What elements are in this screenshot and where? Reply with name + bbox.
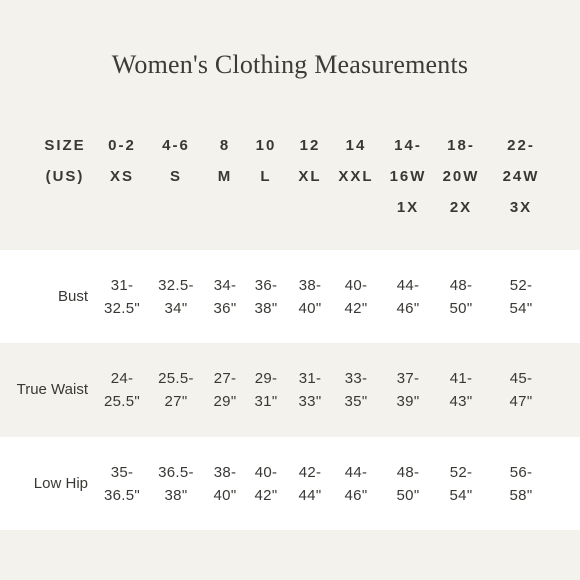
measurement-line: 24- (110, 370, 134, 387)
measurement-line: 41- (449, 370, 473, 387)
size-column-header (150, 130, 202, 192)
measurement-line: 45- (509, 370, 533, 387)
measurement-line: 54" (509, 300, 533, 317)
measurement-line: 48- (396, 464, 420, 481)
size-column-line: 18- (447, 137, 475, 154)
size-column-line: 12 (299, 137, 321, 154)
row-label: True Waist (16, 381, 88, 398)
measurement-line: 31- (110, 277, 134, 294)
row-true-waist (0, 343, 580, 436)
size-column-line: S (169, 168, 182, 185)
measurement-cell (150, 461, 202, 507)
measurement-cell (495, 461, 547, 507)
measurement-cell (435, 274, 487, 320)
measurement-cell (435, 461, 487, 507)
measurement-line: 50" (396, 487, 420, 504)
measurement-cell (382, 461, 434, 507)
measurement-cell (96, 367, 148, 413)
measurement-cell (96, 461, 148, 507)
size-column-line: 4-6 (162, 137, 190, 154)
measurement-cell (382, 367, 434, 413)
measurement-line: 38" (164, 487, 188, 504)
size-column-line: 3X (509, 199, 533, 216)
measurement-line: 40" (213, 487, 237, 504)
measurement-cell (284, 367, 336, 413)
measurement-line: 25.5" (103, 393, 141, 410)
measurement-line: 37- (396, 370, 420, 387)
measurement-cell (96, 274, 148, 320)
measurement-line: 34- (213, 277, 237, 294)
measurement-line: 43" (449, 393, 473, 410)
measurement-cell (284, 274, 336, 320)
size-label-line: (US) (45, 168, 85, 185)
size-column-header (435, 130, 487, 223)
measurement-line: 27- (213, 370, 237, 387)
size-column-line: 16W (389, 168, 427, 185)
measurement-cell (150, 367, 202, 413)
size-label-line: SIZE (44, 137, 86, 154)
measurement-cell (382, 274, 434, 320)
size-column-line: 24W (502, 168, 540, 185)
measurement-line: 31- (298, 370, 322, 387)
size-label (30, 130, 100, 192)
measurement-line: 36" (213, 300, 237, 317)
measurement-cell (330, 461, 382, 507)
measurement-line: 44- (344, 464, 368, 481)
measurement-line: 52- (509, 277, 533, 294)
measurement-line: 46" (344, 487, 368, 504)
measurement-line: 47" (509, 393, 533, 410)
measurement-cell (495, 274, 547, 320)
size-column-header (495, 130, 547, 223)
measurement-line: 33" (298, 393, 322, 410)
measurement-line: 42- (298, 464, 322, 481)
measurement-line: 35- (110, 464, 134, 481)
measurement-line: 35" (344, 393, 368, 410)
measurement-line: 29" (213, 393, 237, 410)
size-column-line: XS (109, 168, 134, 185)
measurement-line: 27" (164, 393, 188, 410)
measurement-line: 38- (213, 464, 237, 481)
size-column-header (96, 130, 148, 192)
row-bust (0, 250, 580, 343)
measurement-line: 56- (509, 464, 533, 481)
measurement-line: 40" (298, 300, 322, 317)
size-column-line: 22- (507, 137, 535, 154)
measurement-line: 44- (396, 277, 420, 294)
measurement-line: 36.5" (103, 487, 141, 504)
measurement-line: 32.5" (103, 300, 141, 317)
page-title: Women's Clothing Measurements (111, 50, 469, 79)
row-label: Bust (57, 288, 88, 305)
measurement-line: 54" (449, 487, 473, 504)
measurement-line: 42" (344, 300, 368, 317)
measurement-cell (435, 367, 487, 413)
measurement-line: 36- (254, 277, 278, 294)
size-column-line: 20W (442, 168, 480, 185)
size-column-header (330, 130, 382, 192)
measurement-line: 36.5- (158, 464, 194, 481)
measurement-line: 48- (449, 277, 473, 294)
size-column-line: 1X (396, 199, 420, 216)
measurement-line: 38" (254, 300, 278, 317)
measurement-line: 32.5- (158, 277, 194, 294)
measurement-cell (284, 461, 336, 507)
measurement-line: 58" (509, 487, 533, 504)
row-low-hip (0, 437, 580, 530)
measurement-line: 40- (254, 464, 278, 481)
measurement-line: 44" (298, 487, 322, 504)
measurement-line: 40- (344, 277, 368, 294)
measurement-cell (150, 274, 202, 320)
size-column-header (382, 130, 434, 223)
size-column-line: XL (298, 168, 322, 185)
size-column-line: 14 (345, 137, 367, 154)
measurement-cell (330, 274, 382, 320)
measurement-line: 34" (164, 300, 188, 317)
size-header-row (0, 120, 580, 250)
measurement-line: 25.5- (158, 370, 194, 387)
measurement-line: 29- (254, 370, 278, 387)
measurement-cell (495, 367, 547, 413)
size-column-line: XXL (338, 168, 374, 185)
measurement-line: 46" (396, 300, 420, 317)
measurement-line: 38- (298, 277, 322, 294)
measurement-cell (330, 367, 382, 413)
measurement-line: 42" (254, 487, 278, 504)
measurement-line: 33- (344, 370, 368, 387)
size-column-line: 0-2 (108, 137, 136, 154)
measurement-line: 52- (449, 464, 473, 481)
measurement-line: 39" (396, 393, 420, 410)
size-column-line: 2X (449, 199, 473, 216)
row-label: Low Hip (33, 475, 88, 492)
measurement-line: 50" (449, 300, 473, 317)
size-column-line: M (217, 168, 233, 185)
size-column-header (284, 130, 336, 192)
measurement-line: 31" (254, 393, 278, 410)
size-column-line: L (260, 168, 272, 185)
size-column-line: 14- (394, 137, 422, 154)
size-column-line: 10 (255, 137, 277, 154)
size-column-line: 8 (219, 137, 231, 154)
